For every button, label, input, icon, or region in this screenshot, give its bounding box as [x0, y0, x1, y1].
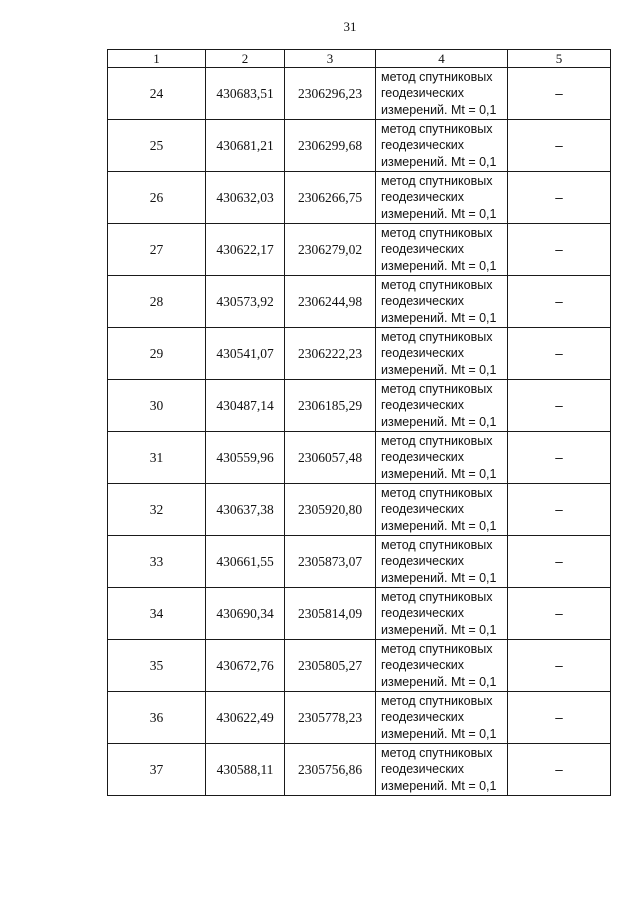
method-line: метод спутниковых: [381, 173, 493, 188]
table-body: [108, 68, 611, 796]
table-row: [108, 744, 611, 796]
method-line: метод спутниковых: [381, 69, 493, 84]
method-line: геодезических: [381, 554, 465, 569]
method-line: метод спутниковых: [381, 589, 493, 604]
x-coordinate-cell: 430690,34: [206, 588, 285, 640]
x-coordinate-cell: 430683,51: [206, 68, 285, 120]
point-number-cell: 24: [108, 68, 206, 120]
table-row: [108, 380, 611, 432]
x-coordinate-cell: 430541,07: [206, 328, 285, 380]
header-col-5: 5: [508, 50, 611, 68]
method-line: измерений. Mt = 0,1: [381, 206, 497, 221]
table-row: [108, 328, 611, 380]
header-col-1: 1: [108, 50, 206, 68]
y-coordinate-cell: 2305814,09: [285, 588, 376, 640]
note-cell: –: [508, 224, 611, 276]
x-coordinate-cell: 430559,96: [206, 432, 285, 484]
method-line: геодезических: [381, 398, 465, 413]
method-line: измерений. Mt = 0,1: [381, 466, 497, 481]
note-cell: –: [508, 484, 611, 536]
method-line: геодезических: [381, 86, 465, 101]
method-cell: [376, 276, 508, 328]
x-coordinate-cell: 430661,55: [206, 536, 285, 588]
y-coordinate-cell: 2305873,07: [285, 536, 376, 588]
method-line: измерений. Mt = 0,1: [381, 102, 497, 117]
method-cell: [376, 224, 508, 276]
point-number-cell: 33: [108, 536, 206, 588]
method-line: метод спутниковых: [381, 537, 493, 552]
table-row: [108, 224, 611, 276]
note-cell: –: [508, 692, 611, 744]
method-line: измерений. Mt = 0,1: [381, 154, 497, 169]
method-line: геодезических: [381, 346, 465, 361]
x-coordinate-cell: 430573,92: [206, 276, 285, 328]
y-coordinate-cell: 2306279,02: [285, 224, 376, 276]
note-cell: –: [508, 68, 611, 120]
method-line: геодезических: [381, 294, 465, 309]
note-cell: –: [508, 536, 611, 588]
method-line: геодезических: [381, 138, 465, 153]
point-number-cell: 31: [108, 432, 206, 484]
method-line: геодезических: [381, 242, 465, 257]
x-coordinate-cell: 430622,17: [206, 224, 285, 276]
table-row: [108, 588, 611, 640]
method-cell: [376, 380, 508, 432]
point-number-cell: 37: [108, 744, 206, 796]
y-coordinate-cell: 2305920,80: [285, 484, 376, 536]
point-number-cell: 36: [108, 692, 206, 744]
note-cell: –: [508, 640, 611, 692]
table-row: [108, 120, 611, 172]
method-line: измерений. Mt = 0,1: [381, 362, 497, 377]
y-coordinate-cell: 2306244,98: [285, 276, 376, 328]
method-cell: [376, 484, 508, 536]
page-number: 31: [343, 19, 357, 34]
x-coordinate-cell: 430622,49: [206, 692, 285, 744]
table-row: [108, 692, 611, 744]
table-header: [108, 50, 611, 68]
method-line: геодезических: [381, 606, 465, 621]
method-cell: [376, 588, 508, 640]
point-number-cell: 34: [108, 588, 206, 640]
point-number-cell: 29: [108, 328, 206, 380]
method-line: метод спутниковых: [381, 745, 493, 760]
method-cell: [376, 68, 508, 120]
header-row: [108, 50, 611, 68]
method-line: геодезических: [381, 658, 465, 673]
method-cell: [376, 120, 508, 172]
method-line: метод спутниковых: [381, 433, 493, 448]
x-coordinate-cell: 430632,03: [206, 172, 285, 224]
y-coordinate-cell: 2306296,23: [285, 68, 376, 120]
method-line: измерений. Mt = 0,1: [381, 570, 497, 585]
method-line: метод спутниковых: [381, 641, 493, 656]
x-coordinate-cell: 430637,38: [206, 484, 285, 536]
point-number-cell: 32: [108, 484, 206, 536]
y-coordinate-cell: 2306299,68: [285, 120, 376, 172]
method-line: геодезических: [381, 502, 465, 517]
method-cell: [376, 692, 508, 744]
y-coordinate-cell: 2305756,86: [285, 744, 376, 796]
y-coordinate-cell: 2306057,48: [285, 432, 376, 484]
table-row: [108, 640, 611, 692]
method-cell: [376, 744, 508, 796]
method-line: метод спутниковых: [381, 225, 493, 240]
method-line: измерений. Mt = 0,1: [381, 414, 497, 429]
x-coordinate-cell: 430672,76: [206, 640, 285, 692]
x-coordinate-cell: 430588,11: [206, 744, 285, 796]
y-coordinate-cell: 2306266,75: [285, 172, 376, 224]
header-col-3: 3: [285, 50, 376, 68]
method-line: измерений. Mt = 0,1: [381, 310, 497, 325]
point-number-cell: 35: [108, 640, 206, 692]
method-line: метод спутниковых: [381, 693, 493, 708]
method-line: геодезических: [381, 450, 465, 465]
method-line: метод спутниковых: [381, 277, 493, 292]
note-cell: –: [508, 744, 611, 796]
point-number-cell: 25: [108, 120, 206, 172]
table-row: [108, 172, 611, 224]
y-coordinate-cell: 2306185,29: [285, 380, 376, 432]
method-cell: [376, 536, 508, 588]
coordinates-table: [107, 49, 611, 796]
note-cell: –: [508, 172, 611, 224]
method-line: метод спутниковых: [381, 329, 493, 344]
method-line: измерений. Mt = 0,1: [381, 518, 497, 533]
method-line: метод спутниковых: [381, 381, 493, 396]
note-cell: –: [508, 432, 611, 484]
note-cell: –: [508, 120, 611, 172]
method-line: измерений. Mt = 0,1: [381, 258, 497, 273]
point-number-cell: 28: [108, 276, 206, 328]
point-number-cell: 27: [108, 224, 206, 276]
method-line: геодезических: [381, 190, 465, 205]
x-coordinate-cell: 430681,21: [206, 120, 285, 172]
header-col-2: 2: [206, 50, 285, 68]
method-line: измерений. Mt = 0,1: [381, 726, 497, 741]
method-line: геодезических: [381, 710, 465, 725]
y-coordinate-cell: 2306222,23: [285, 328, 376, 380]
note-cell: –: [508, 380, 611, 432]
table-row: [108, 68, 611, 120]
table-row: [108, 536, 611, 588]
method-cell: [376, 172, 508, 224]
method-cell: [376, 640, 508, 692]
x-coordinate-cell: 430487,14: [206, 380, 285, 432]
method-line: измерений. Mt = 0,1: [381, 778, 497, 793]
point-number-cell: 30: [108, 380, 206, 432]
method-line: метод спутниковых: [381, 485, 493, 500]
y-coordinate-cell: 2305805,27: [285, 640, 376, 692]
header-col-4: 4: [376, 50, 508, 68]
table-row: [108, 432, 611, 484]
y-coordinate-cell: 2305778,23: [285, 692, 376, 744]
table-row: [108, 276, 611, 328]
note-cell: –: [508, 588, 611, 640]
method-line: измерений. Mt = 0,1: [381, 622, 497, 637]
note-cell: –: [508, 276, 611, 328]
method-cell: [376, 328, 508, 380]
point-number-cell: 26: [108, 172, 206, 224]
table-row: [108, 484, 611, 536]
method-line: измерений. Mt = 0,1: [381, 674, 497, 689]
note-cell: –: [508, 328, 611, 380]
method-cell: [376, 432, 508, 484]
method-line: геодезических: [381, 762, 465, 777]
method-line: метод спутниковых: [381, 121, 493, 136]
